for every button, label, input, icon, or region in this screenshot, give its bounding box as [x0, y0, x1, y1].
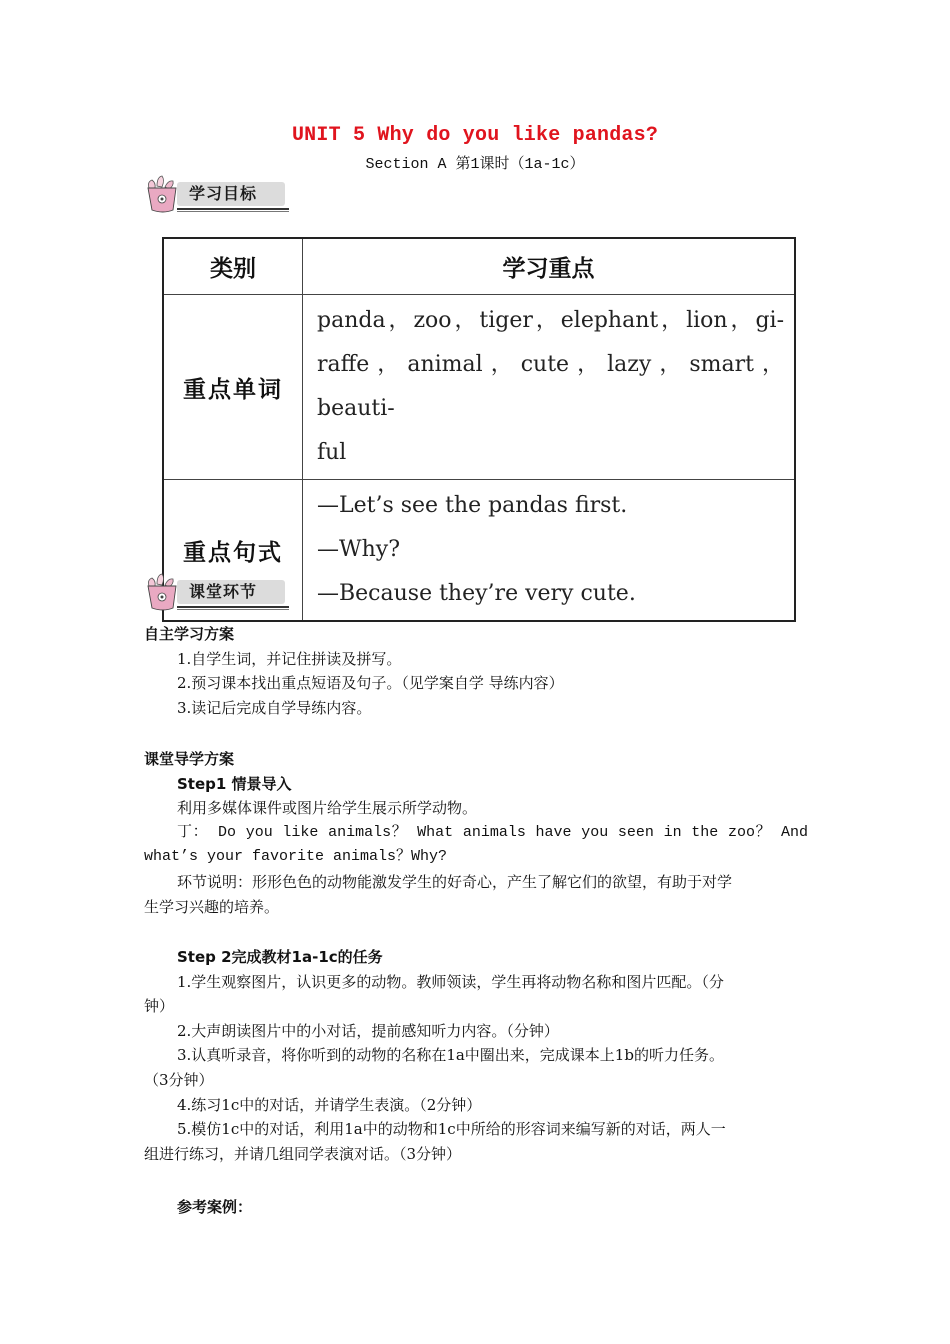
list-item: 钟）: [144, 997, 175, 1016]
reference-heading: 参考案例：: [177, 1198, 253, 1216]
lesson-banner-label: 课堂环节: [177, 580, 285, 604]
table-header-row: [163, 238, 795, 295]
self-study-section: [144, 622, 808, 720]
list-item: 4.练习1c中的对话，并请学生表演。（2分钟）: [177, 1095, 482, 1114]
goals-banner: [143, 172, 288, 214]
vocab-line: raffe，animal，cute，lazy，smart，beauti-: [317, 352, 784, 421]
step2-title: Step 2完成教材1a-1c的任务: [177, 948, 383, 966]
vocab-line: panda，zoo，tiger，elephant，lion，gi-: [317, 308, 784, 333]
table-header-focus: 学习重点: [303, 238, 796, 295]
paragraph: 利用多媒体课件或图片给学生展示所学动物。: [177, 799, 478, 818]
list-item: 2.预习课本找出重点短语及句子。（见学案自学 导练内容）: [177, 674, 564, 693]
list-item: （3分钟）: [144, 1070, 214, 1089]
page-subtitle: Section A 第1课时（1a-1c）: [365, 156, 585, 173]
table-cell-category: 重点单词: [163, 295, 303, 480]
paragraph: 生学习兴趣的培养。: [144, 897, 280, 916]
section-heading: 自主学习方案: [144, 625, 235, 643]
table-cell-sentences: [303, 480, 796, 622]
step2-section: [144, 945, 808, 1166]
sentence-line: —Let’s see the pandas first.: [317, 493, 628, 518]
vocab-line: ful: [317, 440, 347, 465]
list-item: 2.大声朗读图片中的小对话，提前感知听力内容。（分钟）: [177, 1021, 559, 1040]
table-cell-words: [303, 295, 796, 480]
list-item: 1.学生观察图片，认识更多的动物。教师领读，学生再将动物名称和图片匹配。（分: [177, 972, 724, 991]
sentence-line: —Because they’re very cute.: [317, 581, 636, 606]
step1-title: Step1 情景导入: [177, 774, 292, 793]
table-header-category: 类别: [163, 238, 303, 295]
lesson-banner: [143, 570, 288, 612]
list-item: 组进行练习，并请几组同学表演对话。（3分钟）: [144, 1144, 462, 1163]
table-cell-category: 重点句式: [163, 480, 303, 622]
paragraph: what’s your favorite animals？Why?: [144, 848, 448, 866]
reference-section: [144, 1195, 808, 1220]
goals-banner-label: 学习目标: [177, 182, 285, 206]
paragraph: 环节说明：形形色色的动物能激发学生的好奇心，产生了解它们的欲望，有助于对学: [177, 872, 733, 891]
class-guide-section: [144, 747, 808, 919]
list-item: 3.读记后完成自学导练内容。: [177, 698, 372, 717]
sentence-line: —Why?: [317, 537, 401, 562]
paragraph: 丁： Do you like animals？ What animals have you seen in the zoo？ And: [177, 823, 808, 841]
list-item: 1.自学生词，并记住拼读及拼写。: [177, 649, 402, 668]
goals-table: [162, 237, 796, 622]
list-item: 5.模仿1c中的对话，利用1a中的动物和1c中所给的形容词来编写新的对话，两人一: [177, 1120, 726, 1139]
page-title: UNIT 5 Why do you like pandas?: [291, 124, 659, 147]
list-item: 3.认真听录音，将你听到的动物的名称在1a中圈出来，完成课本上1b的听力任务。: [177, 1046, 724, 1065]
section-heading: 课堂导学方案: [144, 750, 235, 768]
table-row: [163, 295, 795, 480]
